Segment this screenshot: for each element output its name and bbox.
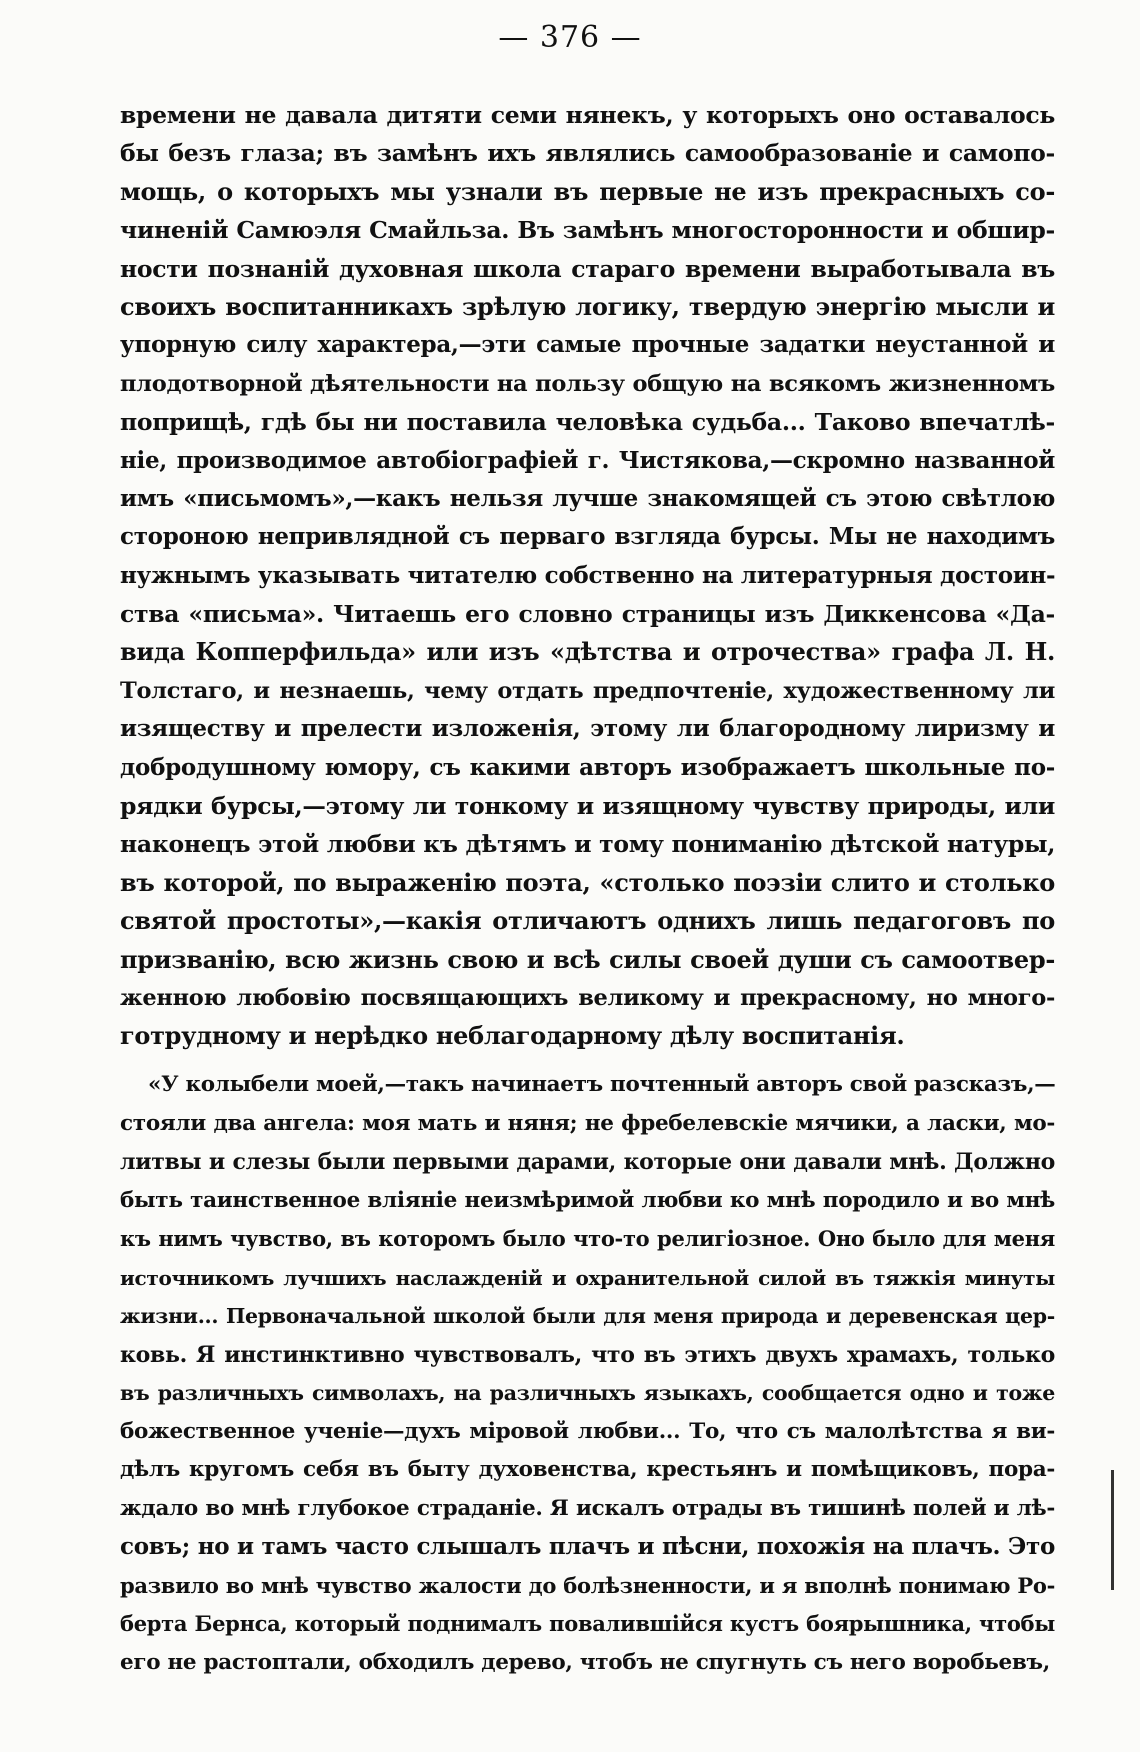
- text-line: плодотворной дѣятельности на пользу общую на всякомъ жизненномъ: [120, 370, 1055, 397]
- text-line: чиненій Самюэля Смайльза. Въ замѣнъ многосторонности и обшир-: [120, 216, 1055, 245]
- text-line: развило во мнѣ чувство жалости до болѣзненности, и я вполнѣ понимаю Ро-: [120, 1572, 1055, 1598]
- text-line: къ нимъ чувство, въ которомъ было что-то религіозное. Оно было для меня: [120, 1226, 1055, 1251]
- text-line: наконецъ этой любви къ дѣтямъ и тому пониманію дѣтской натуры,: [120, 830, 1056, 859]
- text-line: нужнымъ указывать читателю собственно на литературныя достоин-: [120, 561, 1056, 589]
- text-line: ніе, производимое автобіографіей г. Чистякова,—скромно названной: [120, 446, 1055, 474]
- text-line: ковь. Я инстинктивно чувствовалъ, что въ этихъ двухъ храмахъ, только: [120, 1341, 1055, 1368]
- text-line: жизни... Первоначальной школой были для меня природа и деревенская цер-: [120, 1304, 1055, 1328]
- margin-scan-mark: [1111, 1470, 1114, 1590]
- text-line: дѣлъ кругомъ себя въ быту духовенства, крестьянъ и помѣщиковъ, пора-: [120, 1457, 1055, 1482]
- text-line: литвы и слезы были первыми дарами, которые они давали мнѣ. Должно: [120, 1149, 1055, 1175]
- text-line: источникомъ лучшихъ наслажденій и охранительной силой въ тяжкія минуты: [120, 1265, 1055, 1290]
- text-line: бы безъ глаза; въ замѣнъ ихъ являлись самообразованіе и самопо-: [120, 139, 1055, 168]
- text-line: его не растоптали, обходилъ дерево, чтобъ не спугнуть съ него воробьевъ,: [120, 1649, 1050, 1675]
- text-line: «У колыбели моей,—такъ начинаетъ почтенный авторъ свой разсказъ,—: [148, 1072, 1056, 1097]
- text-line: святой простоты»,—какія отличаютъ однихъ лишь педагоговъ по: [120, 906, 1055, 936]
- text-line: въ различныхъ символахъ, на различныхъ языкахъ, сообщается одно и тоже: [120, 1381, 1055, 1405]
- text-line: божественное ученіе—духъ міровой любви... То, что съ малолѣтства я ви-: [120, 1418, 1055, 1444]
- paragraph-2-quote: [120, 1066, 1055, 1682]
- text-line: совъ; но и тамъ часто слышалъ плачъ и пѣсни, похожія на плачъ. Это: [120, 1533, 1055, 1560]
- paragraph-1: [120, 96, 1055, 1056]
- text-line: мощь, о которыхъ мы узнали въ первые не изъ прекрасныхъ со-: [120, 176, 1055, 206]
- text-line: берта Бернса, который поднималъ повалившійся кустъ боярышника, чтобы: [120, 1611, 1055, 1636]
- text-line: ждало во мнѣ глубокое страданіе. Я искалъ отрады въ тишинѣ полей и лѣ-: [120, 1495, 1055, 1521]
- text-line: добродушному юмору, съ какими авторъ изображаетъ школьные по-: [120, 753, 1055, 781]
- text-line: призванію, всю жизнь свою и всѣ силы своей души съ самоотвер-: [120, 944, 1055, 974]
- text-line: времени не давала дитяти семи нянекъ, у которыхъ оно оставалось: [120, 101, 1055, 129]
- text-line: стояли два ангела: моя мать и няня; не фребелевскіе мячики, а ласки, мо-: [120, 1110, 1055, 1136]
- text-line: изяществу и прелести изложенія, этому ли благородному лиризму и: [120, 715, 1055, 743]
- text-line: въ которой, по выраженію поэта, «столько поэзіи слито и столько: [120, 867, 1055, 897]
- page-number: — 376 —: [498, 20, 642, 55]
- text-line: ства «письма». Читаешь его словно страницы изъ Диккенсова «Да-: [120, 600, 1055, 629]
- text-line: женною любовію посвящающихъ великому и прекрасному, но много-: [120, 984, 1055, 1011]
- text-line: вида Копперфильда» или изъ «дѣтства и отрочества» графа Л. Н.: [120, 637, 1055, 667]
- text-line: своихъ воспитанникахъ зрѣлую логику, твердую энергію мысли и: [120, 291, 1055, 321]
- text-line: имъ «письмомъ»,—какъ нельзя лучше знакомящей съ этою свѣтлою: [120, 484, 1055, 512]
- text-line: стороною непривлядной съ перваго взгляда бурсы. Мы не находимъ: [120, 523, 1055, 551]
- text-line: Толстаго, и незнаешь, чему отдать предпочтеніе, художественному ли: [120, 677, 1055, 704]
- text-line: рядки бурсы,—этому ли тонкому и изящному чувству природы, или: [120, 792, 1055, 821]
- text-line: готрудному и нерѣдко неблагодарному дѣлу воспитанія.: [120, 1021, 905, 1051]
- text-line: быть таинственное вліяніе неизмѣримой любви ко мнѣ породило и во мнѣ: [120, 1187, 1055, 1213]
- text-line: упорную силу характера,—эти самые прочные задатки неустанной и: [120, 331, 1055, 359]
- text-line: поприщѣ, гдѣ бы ни поставила человѣка судьба... Таково впечатлѣ-: [120, 408, 1055, 437]
- text-line: ности познаній духовная школа стараго времени выработывала въ: [120, 254, 1055, 283]
